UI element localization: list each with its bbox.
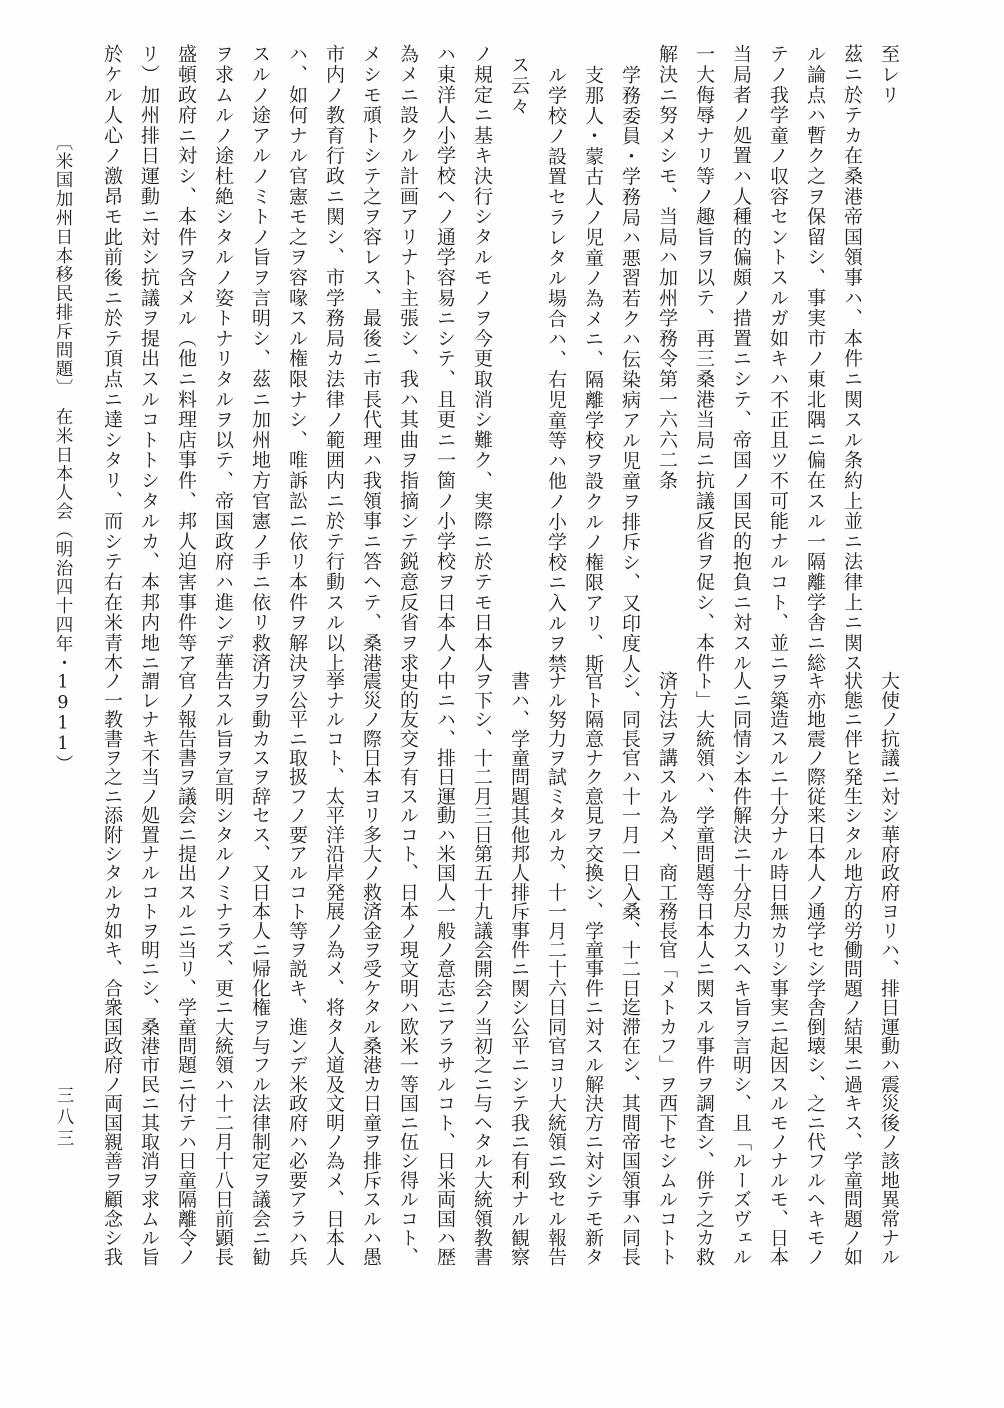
text-column: 済方法ヲ講スル為メ、商工務長官「メトカフ」ヲ西下セシムルコトト [656, 671, 678, 1267]
text-column: 官ノ報告書ヲ議会ニ提出スルニ当リ、学童問題ニ付テハ日童隔離令ノ [175, 671, 197, 1267]
text-column: 震災ノ際日本ヨリ多大ノ救済金ヲ受ケタル桑港カ日童ヲ排斥スルハ愚 [360, 671, 382, 1267]
text-column: 中ニハ、排日運動ハ米国人一般ノ意志ニアラサルコト、日米両国ハ歴 [434, 671, 456, 1267]
text-column: テノ我学童ノ収容セントスルガ如キハ不正且ツ不可能ナルコト、並ニ [767, 44, 789, 674]
text-column: 挙ナルコト、太平洋沿岸発展ノ為メ、将タ人道及文明ノ為メ、日本人 [323, 671, 345, 1267]
text-column: ヲ築造スルニ十分ナル時日無カリシ事実ニ起因スルモノナルモ、日本 [767, 671, 789, 1267]
text-column: 状態ニ伴ヒ発生シタル地方的労働問題ノ結果ニ過キス、学童問題ノ如 [841, 671, 863, 1267]
text-column: 於ケル人心ノ激昂モ此前後ニ於テ頂点ニ達シタリ、而シテ右在米青木 [101, 44, 123, 674]
page-number: 三八三 [54, 1086, 74, 1151]
text-column: ル学校ノ設置セラレタル場合ハ、右児童等ハ他ノ小学校ニ入ルヲ禁 [545, 65, 567, 674]
text-column: 盛頓政府ニ対シ、本件ヲ含メル（他ニ料理店事件、邦人迫害事件等ア [175, 44, 197, 674]
text-column: 人ニ同情シ本件解決ニ十分尽力スヘキ旨ヲ言明シ、且「ルーズヴェル [730, 671, 752, 1267]
text-column: ノ一教書ヲ之ニ添附シタルカ如キ、合衆国政府ノ両国親善ヲ顧念シ我 [101, 671, 123, 1267]
text-column: ナル努力ヲ試ミタルカ、十一月二十六日同官ヨリ大統領ニ致セル報告 [545, 671, 567, 1267]
text-column: 告スル旨ヲ宣明シタルノミナラズ、更ニ大統領ハ十二月十八日前顕長 [212, 671, 234, 1267]
text-column: ハ、如何ナル官憲モ之ヲ容喙スル権限ナシ、唯訴訟ニ依リ本件ヲ解決 [286, 44, 308, 674]
text-column: 書ハ、学童問題其他邦人排斥事件ニ関シ公平ニシテ我ニ有利ナル観察 [508, 671, 530, 1267]
text-column: 官ト隔意ナク意見ヲ交換シ、学童事件ニ対スル解決方ニ対シテモ新タ [582, 671, 604, 1267]
text-column: 学務委員・学務局ハ悪習若クハ伝染病アル児童ヲ排斥シ、又印度人 [619, 65, 641, 674]
text-column: 当局者ノ処置ハ人種的偏頗ノ措置ニシテ、帝国ノ国民的抱負ニ対スル [730, 44, 752, 674]
text-column: ヲ公平ニ取扱フノ要アルコト等ヲ説キ、進ンデ米政府ハ必要アラハ兵 [286, 671, 308, 1267]
text-column: 一大侮辱ナリ等ノ趣旨ヲ以テ、再三桑港当局ニ抗議反省ヲ促シ、本件 [693, 44, 715, 674]
text-column: ス云々 [508, 54, 530, 116]
text-column: 茲ニ於テカ在桑港帝国領事ハ、本件ニ関スル条約上並ニ法律上ニ関ス [841, 44, 863, 674]
text-column: 力ヲ動カスヲ辞セス、又日本人ニ帰化権ヲ与フル法律制定ヲ議会ニ勧 [249, 671, 271, 1267]
text-column: スルノ途アルノミトノ旨ヲ言明シ、茲ニ加州地方官憲ノ手ニ依リ救済 [249, 44, 271, 674]
text-column: 至レリ [878, 44, 900, 105]
text-column: ル論点ハ暫ク之ヲ保留シ、事実市ノ東北隅ニ偏在スル一隔離学舎ニ総 [804, 44, 826, 674]
text-column: リ）加州排日運動ニ対シ抗議ヲ提出スルコトトシタルカ、本邦内地ニ [138, 44, 160, 674]
text-column: メシモ頑トシテ之ヲ容レス、最後ニ市長代理ハ我領事ニ答ヘテ、桑港 [360, 44, 382, 674]
top-text-block [93, 44, 907, 674]
text-column: 解決ニ努メシモ、当局ハ加州学務令第一六六二条 [656, 44, 678, 491]
text-column: 大使ノ抗議ニ対シ華府政府ヨリハ、排日運動ハ震災後ノ該地異常ナル [878, 671, 900, 1267]
text-column: ヲ下シ、十二月三日第五十九議会開会ノ当初之ニ与ヘタル大統領教書 [471, 671, 493, 1267]
text-column: ト」大統領ハ、学童問題等日本人ニ関スル事件ヲ調査シ、併テ之カ救 [693, 671, 715, 1267]
text-column: 史的友交ヲ有スルコト、日本ノ現文明ハ欧米一等国ニ伍シ得ルコト、 [397, 671, 419, 1267]
text-column: シ、同長官ハ十一月一日入桑、十二日迄滞在シ、其間帝国領事ハ同長 [619, 671, 641, 1267]
source-attribution: 〔米国加州日本移民排斥問題〕 在米日本人会（明治四十四年・1911） [53, 133, 73, 774]
text-column: 市内ノ教育行政ニ関シ、市学務局カ法律ノ範囲内ニ於テ行動スル以上 [323, 44, 345, 674]
text-column: ハ東洋人小学校ヘノ通学容易ニシテ、且更ニ一箇ノ小学校ヲ日本人ノ [434, 44, 456, 674]
text-column: 支那人・蒙古人ノ児童ノ為メニ、隔離学校ヲ設クルノ権限アリ、斯 [582, 65, 604, 674]
text-column: 謂レナキ不当ノ処置ナルコトヲ明ニシ、桑港市民ニ其取消ヲ求ムル旨 [138, 671, 160, 1267]
text-column: ヲ求ムルノ途杜絶シタルノ姿トナリタルヲ以テ、帝国政府ハ進ンデ華 [212, 44, 234, 674]
text-column: キ亦地震ノ際従来日本人ノ通学セシ学舎倒壊シ、之ニ代フルヘキモノ [804, 671, 826, 1267]
bottom-text-block [93, 671, 907, 1273]
text-column: 為メニ設クル計画アリナト主張シ、我ハ其曲ヲ指摘シテ鋭意反省ヲ求 [397, 44, 419, 674]
text-column: ノ規定ニ基キ決行シタルモノヲ今更取消シ難ク、実際ニ於テモ日本人 [471, 44, 493, 674]
